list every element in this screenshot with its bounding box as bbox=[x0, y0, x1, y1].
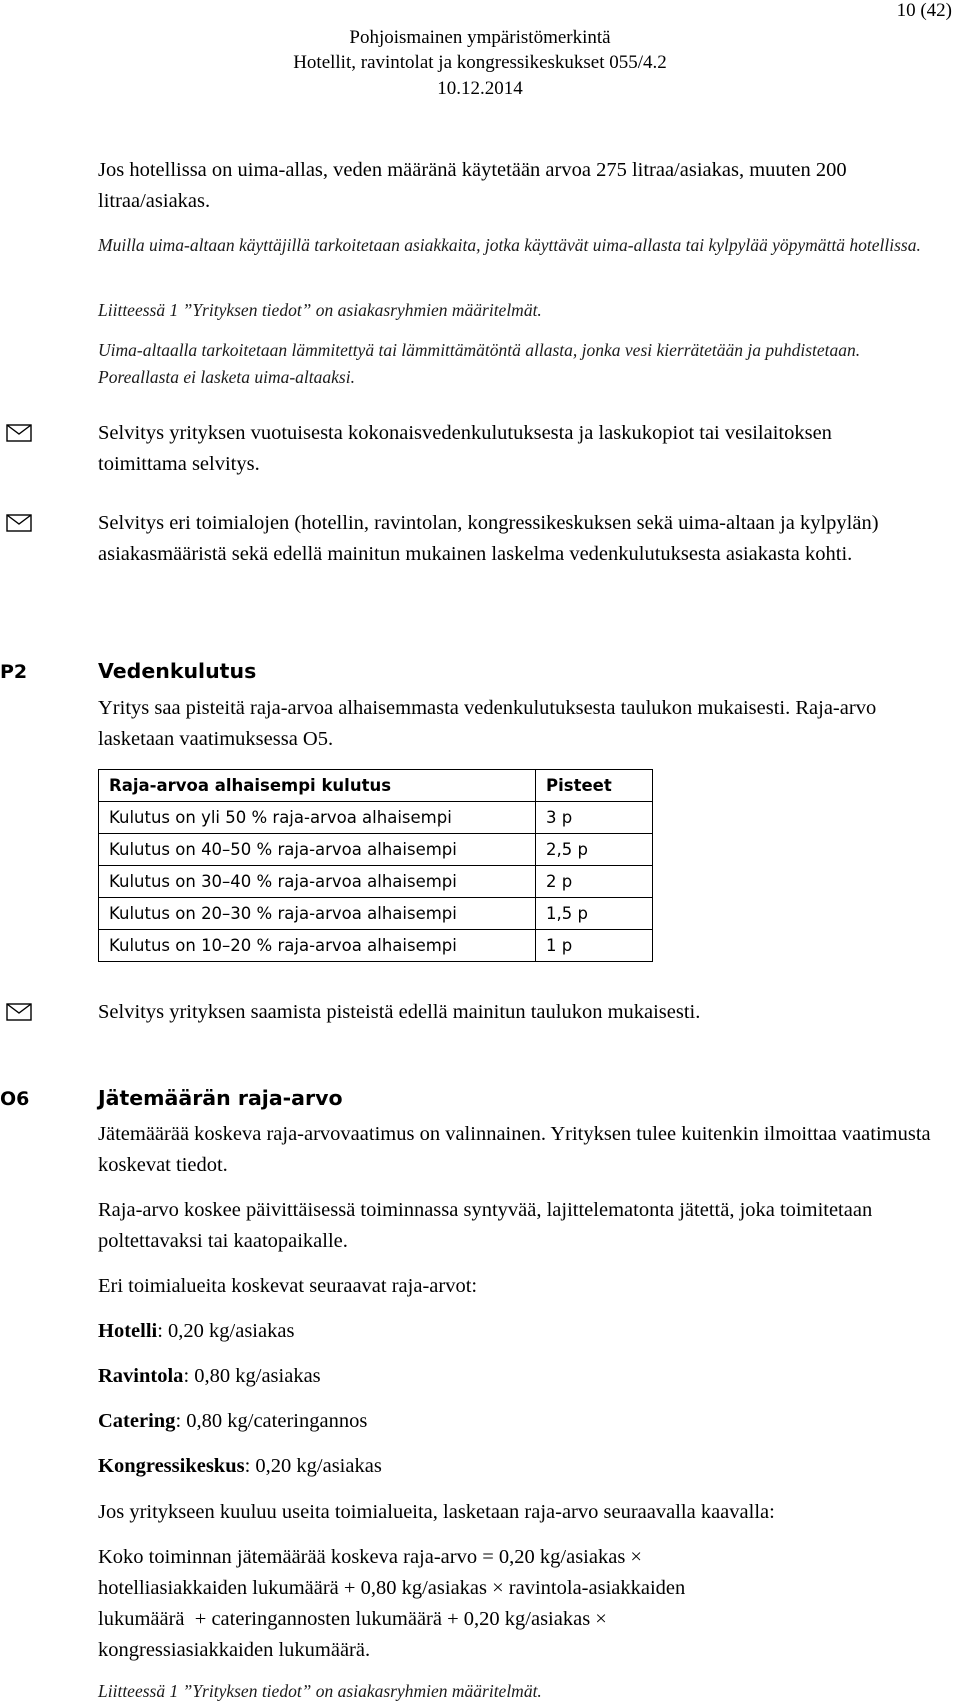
pool-definition-note: Uima-altaalla tarkoitetaan lämmitettyä tai lämmittämätöntä allasta, jonka vesi kierrätetään ja puhdistetaan. Poreallasta ei lasketa uima-altaaksi. bbox=[98, 340, 861, 387]
documentation-points: Selvitys yrityksen saamista pisteistä edellä mainitun taulukon mukaisesti. bbox=[98, 1001, 701, 1023]
limit-label: Kongressikeskus bbox=[98, 1455, 245, 1477]
table-row bbox=[99, 866, 653, 898]
limit-value: : 0,20 kg/asiakas bbox=[244, 1455, 382, 1477]
table-cell: Kulutus on 30–40 % raja-arvoa alhaisempi bbox=[99, 866, 536, 898]
requirement-title-p2: Vedenkulutus bbox=[98, 659, 257, 683]
limit-label: Ravintola bbox=[98, 1365, 184, 1387]
appendix-note-footer: Liitteessä 1 ”Yrityksen tiedot” on asiakasryhmien määritelmät. bbox=[98, 1681, 542, 1701]
requirement-title-o6: Jätemäärän raja-arvo bbox=[98, 1086, 343, 1110]
formula-line: hotelliasiakkaiden lukumäärä + 0,80 kg/asiakas × ravintola-asiakkaiden bbox=[98, 1577, 686, 1599]
table-cell: 3 p bbox=[536, 802, 653, 834]
table-header-row bbox=[99, 770, 653, 802]
header-document-title: Hotellit, ravintolat ja kongressikeskukset 055/4.2 bbox=[293, 52, 667, 73]
o6-limits-intro: Eri toimialueita koskevat seuraavat raja-arvot: bbox=[98, 1275, 478, 1297]
table-cell: 1,5 p bbox=[536, 898, 653, 930]
table-row bbox=[99, 834, 653, 866]
limit-catering bbox=[98, 1406, 367, 1437]
documentation-customer-counts: Selvitys eri toimialojen (hotellin, ravintolan, kongressikeskuksen sekä uima-altaan ja kylpylän) asiakasmääristä sekä edellä mainitun mukainen laskelma vedenkulutuksesta asiakasta kohti. bbox=[98, 512, 879, 565]
pool-water-paragraph: Jos hotellissa on uima-allas, veden määränä käytetään arvoa 275 litraa/asiakas, muuten 200 litraa/asiakas. bbox=[98, 159, 847, 212]
o6-formula-intro: Jos yritykseen kuuluu useita toimialueita, lasketaan raja-arvo seuraavalla kaavalla: bbox=[98, 1501, 775, 1523]
limit-value: : 0,80 kg/cateringannos bbox=[175, 1410, 368, 1432]
o6-waste-scope-paragraph: Raja-arvo koskee päivittäisessä toiminnassa syntyvää, lajittelematonta jätettä, joka toimitetaan poltettavaksi tai kaatopaikalle. bbox=[98, 1199, 873, 1252]
documentation-water-consumption: Selvitys yrityksen vuotuisesta kokonaisvedenkulutuksesta ja laskukopiot tai vesilaitoksen toimittama selvitys. bbox=[98, 422, 832, 475]
formula-line: kongressiasiakkaiden lukumäärä. bbox=[98, 1639, 371, 1661]
table-cell: 2 p bbox=[536, 866, 653, 898]
envelope-icon bbox=[6, 1003, 32, 1021]
table-header: Raja-arvoa alhaisempi kulutus bbox=[99, 770, 536, 802]
formula-line: Koko toiminnan jätemäärää koskeva raja-arvo = 0,20 kg/asiakas × bbox=[98, 1546, 642, 1568]
table-cell: 1 p bbox=[536, 930, 653, 962]
p2-description: Yritys saa pisteitä raja-arvoa alhaisemmasta vedenkulutuksesta taulukon mukaisesti. Raja-arvo lasketaan vaatimuksessa O5. bbox=[98, 697, 877, 750]
page-number: 10 (42) bbox=[896, 0, 952, 21]
limit-kongressikeskus bbox=[98, 1451, 382, 1482]
table-row bbox=[99, 930, 653, 962]
limit-ravintola bbox=[98, 1361, 321, 1392]
table-row bbox=[99, 898, 653, 930]
table-cell: Kulutus on 20–30 % raja-arvoa alhaisempi bbox=[99, 898, 536, 930]
limit-label: Hotelli bbox=[98, 1320, 158, 1342]
envelope-icon bbox=[6, 424, 32, 442]
requirement-id-p2: P2 bbox=[0, 661, 28, 683]
limit-hotelli bbox=[98, 1316, 294, 1347]
requirement-id-o6: O6 bbox=[0, 1088, 30, 1110]
formula-line: lukumäärä + cateringannosten lukumäärä + 0,20 kg/asiakas × bbox=[98, 1608, 607, 1630]
header-date: 10.12.2014 bbox=[437, 78, 523, 99]
envelope-icon bbox=[6, 514, 32, 532]
appendix-note: Liitteessä 1 ”Yrityksen tiedot” on asiakasryhmien määritelmät. bbox=[98, 300, 542, 320]
table-cell: Kulutus on yli 50 % raja-arvoa alhaisempi bbox=[99, 802, 536, 834]
limit-label: Catering bbox=[98, 1410, 176, 1432]
table-cell: Kulutus on 10–20 % raja-arvoa alhaisempi bbox=[99, 930, 536, 962]
limit-value: : 0,20 kg/asiakas bbox=[157, 1320, 295, 1342]
table-header: Pisteet bbox=[536, 770, 653, 802]
table-cell: Kulutus on 40–50 % raja-arvoa alhaisempi bbox=[99, 834, 536, 866]
pool-users-note: Muilla uima-altaan käyttäjillä tarkoitetaan asiakkaita, jotka käyttävät uima-allasta tai kylpylää yöpymättä hotellissa. bbox=[98, 235, 921, 255]
points-table bbox=[98, 769, 653, 962]
header-organization: Pohjoismainen ympäristömerkintä bbox=[349, 27, 611, 48]
limit-value: : 0,80 kg/asiakas bbox=[183, 1365, 321, 1387]
o6-optional-paragraph: Jätemäärää koskeva raja-arvovaatimus on valinnainen. Yrityksen tulee kuitenkin ilmoittaa vaatimusta koskevat tiedot. bbox=[98, 1123, 931, 1176]
table-row bbox=[99, 802, 653, 834]
table-cell: 2,5 p bbox=[536, 834, 653, 866]
